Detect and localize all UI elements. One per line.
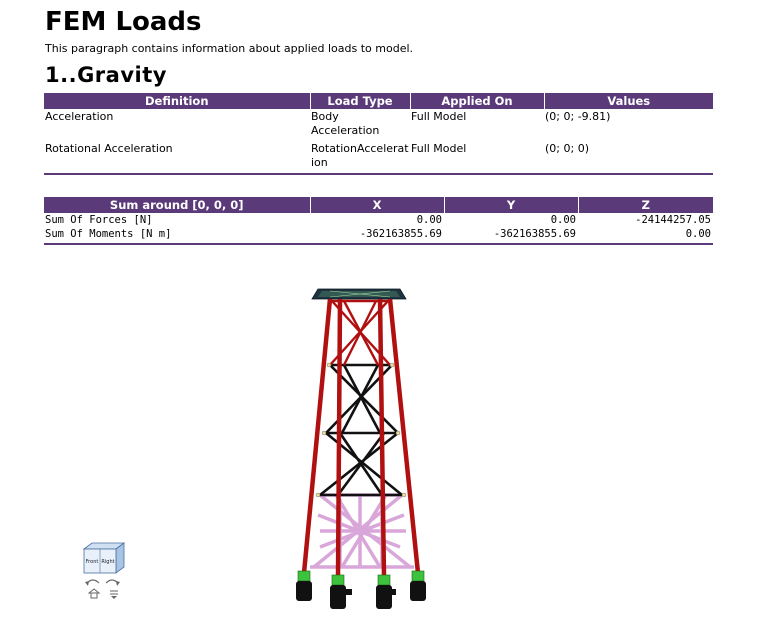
pile-sleeves [298, 571, 424, 585]
viewcube-widget[interactable] [80, 541, 126, 601]
jacket-model-viewport[interactable] [280, 285, 440, 617]
table-row [44, 213, 713, 227]
rotate-left-icon[interactable] [85, 580, 99, 586]
col-header-definition: Definition [44, 93, 310, 109]
values-cell: (0; 0; -9.81) [545, 110, 611, 123]
applied-on-cell: Full Model [410, 141, 544, 174]
col-header-load-type: Load Type [310, 93, 410, 109]
sum-label-cell: Sum Of Forces [N] [45, 214, 153, 226]
section-heading: 1..Gravity [45, 63, 167, 87]
z-cell: 0.00 [578, 227, 713, 244]
col-header-x: X [310, 197, 444, 213]
x-cell: 0.00 [416, 214, 442, 226]
sum-label-cell: Sum Of Moments [N m] [44, 227, 310, 244]
z-cell: -24144257.05 [635, 214, 711, 226]
load-type-cell: RotationAcceleration [310, 141, 410, 174]
col-header-sum-around: Sum around [0, 0, 0] [44, 197, 310, 213]
rotate-right-icon[interactable] [106, 580, 120, 586]
values-cell: (0; 0; 0) [544, 141, 713, 174]
home-icon[interactable] [89, 589, 99, 598]
viewcube-front-label: Front [85, 559, 99, 565]
top-deck [312, 289, 406, 299]
table-row [44, 227, 713, 244]
y-cell: -362163855.69 [444, 227, 578, 244]
load-type-cell: Body Acceleration [311, 110, 380, 137]
y-cell: 0.00 [550, 214, 576, 226]
col-header-y: Y [444, 197, 578, 213]
col-header-z: Z [578, 197, 713, 213]
table-row [44, 109, 713, 141]
piles [296, 581, 426, 609]
intro-paragraph: This paragraph contains information about applied loads to model. [45, 42, 414, 55]
lower-pink-bracing [310, 495, 414, 567]
loads-table [44, 93, 713, 175]
definition-cell: Rotational Acceleration [44, 141, 310, 174]
x-cell: -362163855.69 [310, 227, 444, 244]
table-row [44, 141, 713, 174]
mid-black-bracing [320, 365, 402, 495]
menu-icon[interactable] [110, 591, 118, 599]
sums-table [44, 197, 713, 245]
viewcube-right-label: Right [101, 559, 115, 565]
definition-cell: Acceleration [45, 110, 114, 123]
page-title: FEM Loads [45, 7, 202, 37]
col-header-applied-on: Applied On [410, 93, 544, 109]
applied-on-cell: Full Model [411, 110, 467, 123]
col-header-values: Values [544, 93, 713, 109]
